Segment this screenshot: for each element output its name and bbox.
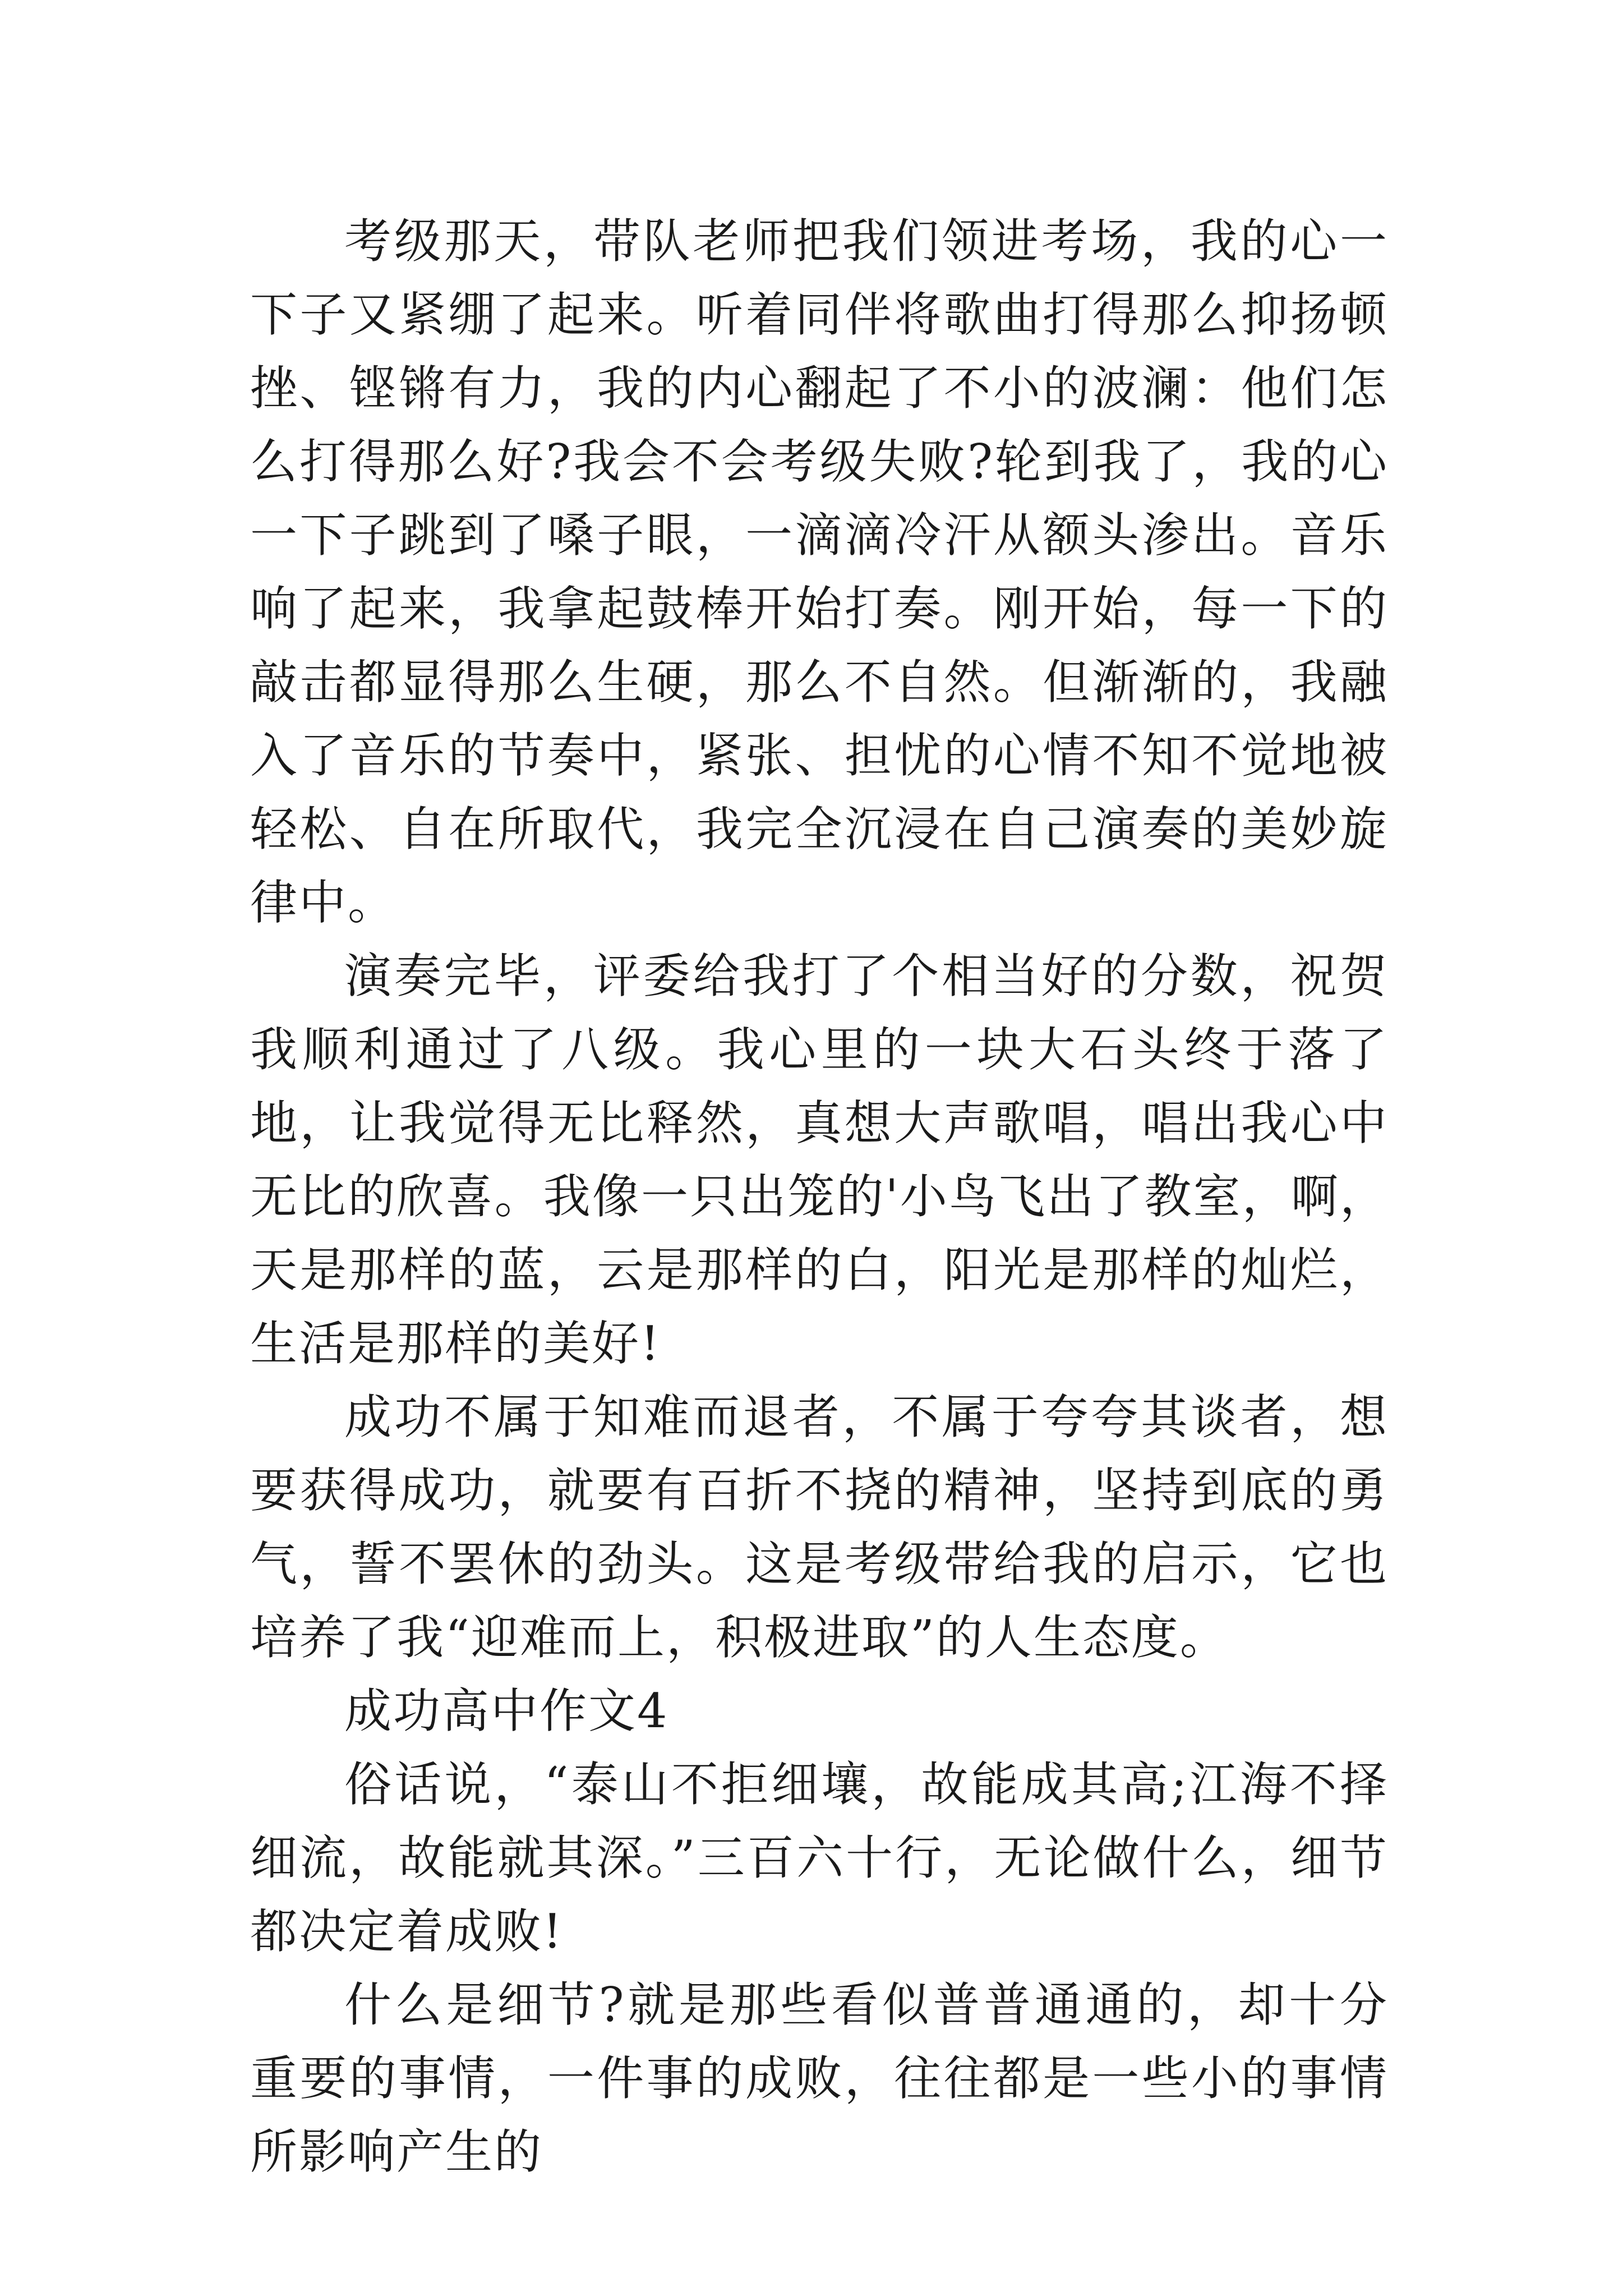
paragraph-what-is-detail: 什么是细节?就是那些看似普普通通的，却十分重要的事情，一件事的成败，往往都是一些小的事情所影响产生的	[250, 1977, 1389, 2179]
paragraph-success-lesson: 成功不属于知难而退者，不属于夸夸其谈者，想要获得成功，就要有百折不挠的精神，坚持到底的勇气，誓不罢休的劲头。这是考级带给我的启示，它也培养了我“迎难而上，积极进取”的人生态度。	[250, 1389, 1389, 1665]
paragraph-proverb: 俗话说，“泰山不拒细壤，故能成其高;江海不择细流，故能就其深。”三百六十行，无论做什么，细节都决定着成败!	[250, 1757, 1389, 1959]
paragraph-performance-finished: 演奏完毕，评委给我打了个相当好的分数，祝贺我顺利通过了八级。我心里的一块大石头终于落了地，让我觉得无比释然，真想大声歌唱，唱出我心中无比的欣喜。我像一只出笼的'小鸟飞出了教室，啊，天是那样的蓝，云是那样的白，阳光是那样的灿烂，生活是那样的美好!	[250, 949, 1389, 1371]
body-text	[250, 205, 1389, 2189]
section-heading: 成功高中作文4	[344, 1683, 669, 1738]
paragraph-exam-day: 考级那天，带队老师把我们领进考场，我的心一下子又紧绷了起来。听着同伴将歌曲打得那么抑扬顿挫、铿锵有力，我的内心翻起了不小的波澜：他们怎么打得那么好?我会不会考级失败?轮到我了，我的心一下子跳到了嗓子眼，一滴滴冷汗从额头渗出。音乐响了起来，我拿起鼓棒开始打奏。刚开始，每一下的敲击都显得那么生硬，那么不自然。但渐渐的，我融入了音乐的节奏中，紧张、担忧的心情不知不觉地被轻松、自在所取代，我完全沉浸在自己演奏的美妙旋律中。	[250, 214, 1389, 930]
